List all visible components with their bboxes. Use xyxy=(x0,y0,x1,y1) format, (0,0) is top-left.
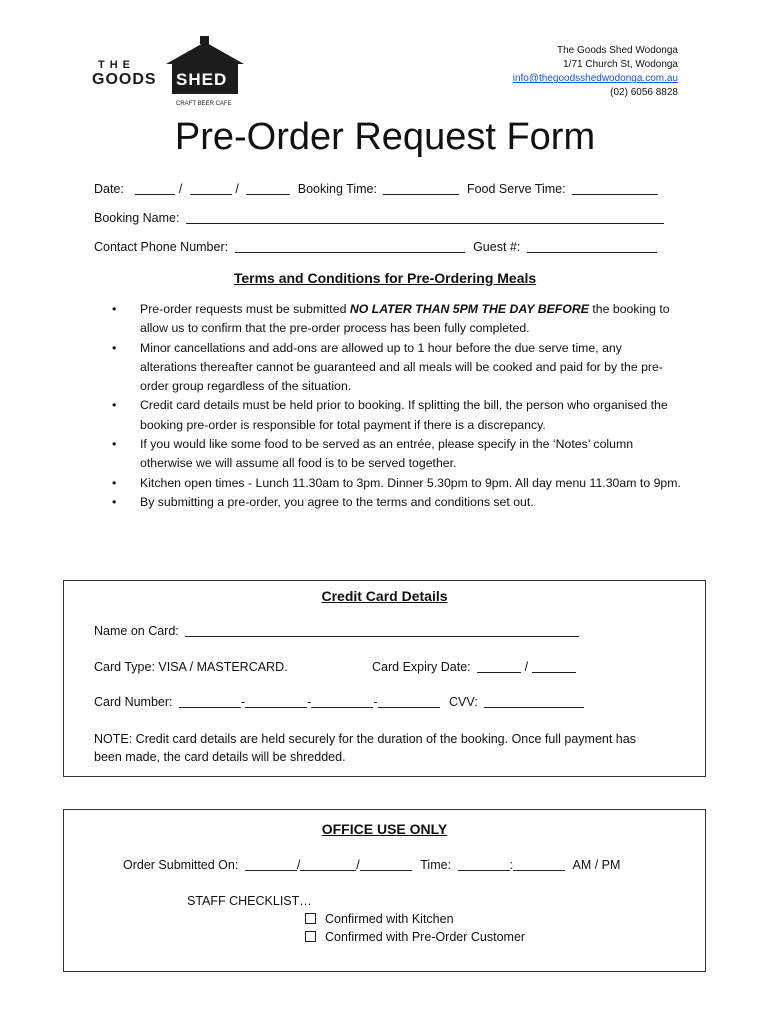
office-use-title: OFFICE USE ONLY xyxy=(321,821,448,837)
page-title: Pre-Order Request Form xyxy=(174,116,596,158)
card-expiry-label: Card Expiry Date: xyxy=(372,660,471,674)
card-number-row xyxy=(94,695,584,709)
terms-title: Terms and Conditions for Pre-Ordering Meals xyxy=(233,270,537,286)
logo-tagline-text: CRAFT BEER CAFE xyxy=(176,101,232,107)
date-row xyxy=(94,182,658,196)
checkbox-icon[interactable] xyxy=(305,931,316,942)
credit-card-section xyxy=(63,580,706,777)
venue-address: 1/71 Church St, Wodonga xyxy=(563,59,678,70)
bullet: • xyxy=(112,437,117,452)
card-type-label: Card Type: VISA / MASTERCARD. xyxy=(94,660,288,674)
order-submitted-label: Order Submitted On: xyxy=(123,858,239,872)
cvv-field[interactable] xyxy=(484,695,584,708)
terms-text: If you would like some food to be served as an entrée, please specify in the ‘Notes’ column otherwise we will assume all food is to be served together. xyxy=(140,437,634,471)
terms-item xyxy=(112,339,682,397)
slash: / xyxy=(356,858,360,872)
terms-item xyxy=(112,435,682,474)
order-submitted-row xyxy=(123,858,620,872)
terms-item xyxy=(112,300,682,339)
submitted-year-field[interactable] xyxy=(360,858,412,871)
bullet: • xyxy=(112,398,117,413)
expiry-year-field[interactable] xyxy=(532,660,576,673)
guest-field[interactable] xyxy=(527,240,657,253)
terms-text: Pre-order requests must be submitted xyxy=(140,302,350,316)
card-expiry-row xyxy=(372,660,576,674)
office-time-label: Time: xyxy=(420,858,452,872)
venue-phone: (02) 6056 8828 xyxy=(610,87,678,98)
credit-card-title: Credit Card Details xyxy=(321,588,448,604)
card-number-part-2[interactable] xyxy=(245,695,307,708)
cvv-label: CVV: xyxy=(448,695,478,709)
expiry-slash: / xyxy=(524,660,529,674)
office-use-section xyxy=(63,809,706,972)
slash: / xyxy=(296,858,301,872)
credit-card-note: NOTE: Credit card details are held securely for the duration of the booking. Once full payment has been made, the card details will be shredded. xyxy=(94,732,636,764)
date-day-field[interactable] xyxy=(135,182,175,195)
terms-item xyxy=(112,396,682,435)
name-on-card-field[interactable] xyxy=(185,624,579,637)
logo-shed-text: SHED xyxy=(176,70,228,89)
card-number-part-1[interactable] xyxy=(179,695,241,708)
dash: - xyxy=(307,695,312,709)
card-number-label: Card Number: xyxy=(94,695,173,709)
date-slash: / xyxy=(235,182,239,196)
submitted-day-field[interactable] xyxy=(245,858,297,871)
booking-name-label: Booking Name: xyxy=(94,211,180,225)
am-pm-label: AM / PM xyxy=(572,858,621,872)
date-month-field[interactable] xyxy=(190,182,232,195)
submitted-month-field[interactable] xyxy=(300,858,356,871)
contact-phone-field[interactable] xyxy=(235,240,465,253)
logo-goods-text: GOODS xyxy=(92,71,157,88)
booking-name-field[interactable] xyxy=(186,211,664,224)
expiry-month-field[interactable] xyxy=(477,660,521,673)
bullet: • xyxy=(112,340,117,355)
email-link[interactable]: info@thegoodsshedwodonga.com.au xyxy=(512,73,678,84)
checklist-item-customer[interactable] xyxy=(305,930,525,944)
checkbox-icon[interactable] xyxy=(305,913,316,924)
contact-block xyxy=(513,44,678,100)
checklist-customer-label: Confirmed with Pre-Order Customer xyxy=(325,930,526,944)
checklist-item-kitchen[interactable] xyxy=(305,912,454,926)
terms-text: the booking to allow us to confirm that the pre-order process has been fully completed. xyxy=(140,302,670,336)
terms-text: Credit card details must be held prior to booking. If splitting the bill, the person who organised the booking pre-order is responsible for total payment if there is a discrepancy. xyxy=(140,398,668,432)
office-hour-field[interactable] xyxy=(458,858,510,871)
card-number-part-3[interactable] xyxy=(311,695,373,708)
goods-shed-logo xyxy=(88,34,260,112)
terms-item xyxy=(112,474,682,493)
venue-name: The Goods Shed Wodonga xyxy=(556,45,678,56)
contact-phone-label: Contact Phone Number: xyxy=(94,240,229,254)
food-serve-time-label: Food Serve Time: xyxy=(466,182,566,196)
dash: - xyxy=(240,695,246,709)
bullet: • xyxy=(112,475,117,490)
booking-name-row xyxy=(94,211,664,225)
checklist-kitchen-label: Confirmed with Kitchen xyxy=(325,912,454,926)
terms-text: Kitchen open times - Lunch 11.30am to 3pm. Dinner 5.30pm to 9pm. All day menu 11.30am to 9pm. xyxy=(140,475,681,490)
name-on-card-row xyxy=(94,624,579,638)
dash: - xyxy=(373,695,378,709)
office-minute-field[interactable] xyxy=(513,858,565,871)
guest-label: Guest #: xyxy=(473,240,521,254)
booking-time-field[interactable] xyxy=(383,182,459,195)
date-year-field[interactable] xyxy=(246,182,290,195)
bullet: • xyxy=(112,494,117,509)
colon: : xyxy=(509,858,514,872)
date-slash: / xyxy=(178,182,183,196)
card-number-part-4[interactable] xyxy=(378,695,440,708)
terms-emphasis: NO LATER THAN 5PM THE DAY BEFORE xyxy=(349,302,589,316)
name-on-card-label: Name on Card: xyxy=(94,624,179,638)
logo-the-text: THE xyxy=(98,59,135,71)
terms-list xyxy=(112,300,682,512)
terms-text: Minor cancellations and add-ons are allowed up to 1 hour before the due serve time, any alterations thereafter cannot be guaranteed and all meals will be cooked and paid for by the pre-order group regardless of the situation. xyxy=(140,340,663,394)
contact-phone-row xyxy=(94,240,657,254)
date-label: Date: xyxy=(94,182,124,196)
bullet: • xyxy=(112,302,117,316)
booking-time-label: Booking Time: xyxy=(297,182,377,196)
staff-checklist-label: STAFF CHECKLIST… xyxy=(187,894,312,908)
terms-item xyxy=(112,493,682,512)
terms-text: By submitting a pre-order, you agree to the terms and conditions set out. xyxy=(140,494,534,509)
food-serve-time-field[interactable] xyxy=(572,182,658,195)
